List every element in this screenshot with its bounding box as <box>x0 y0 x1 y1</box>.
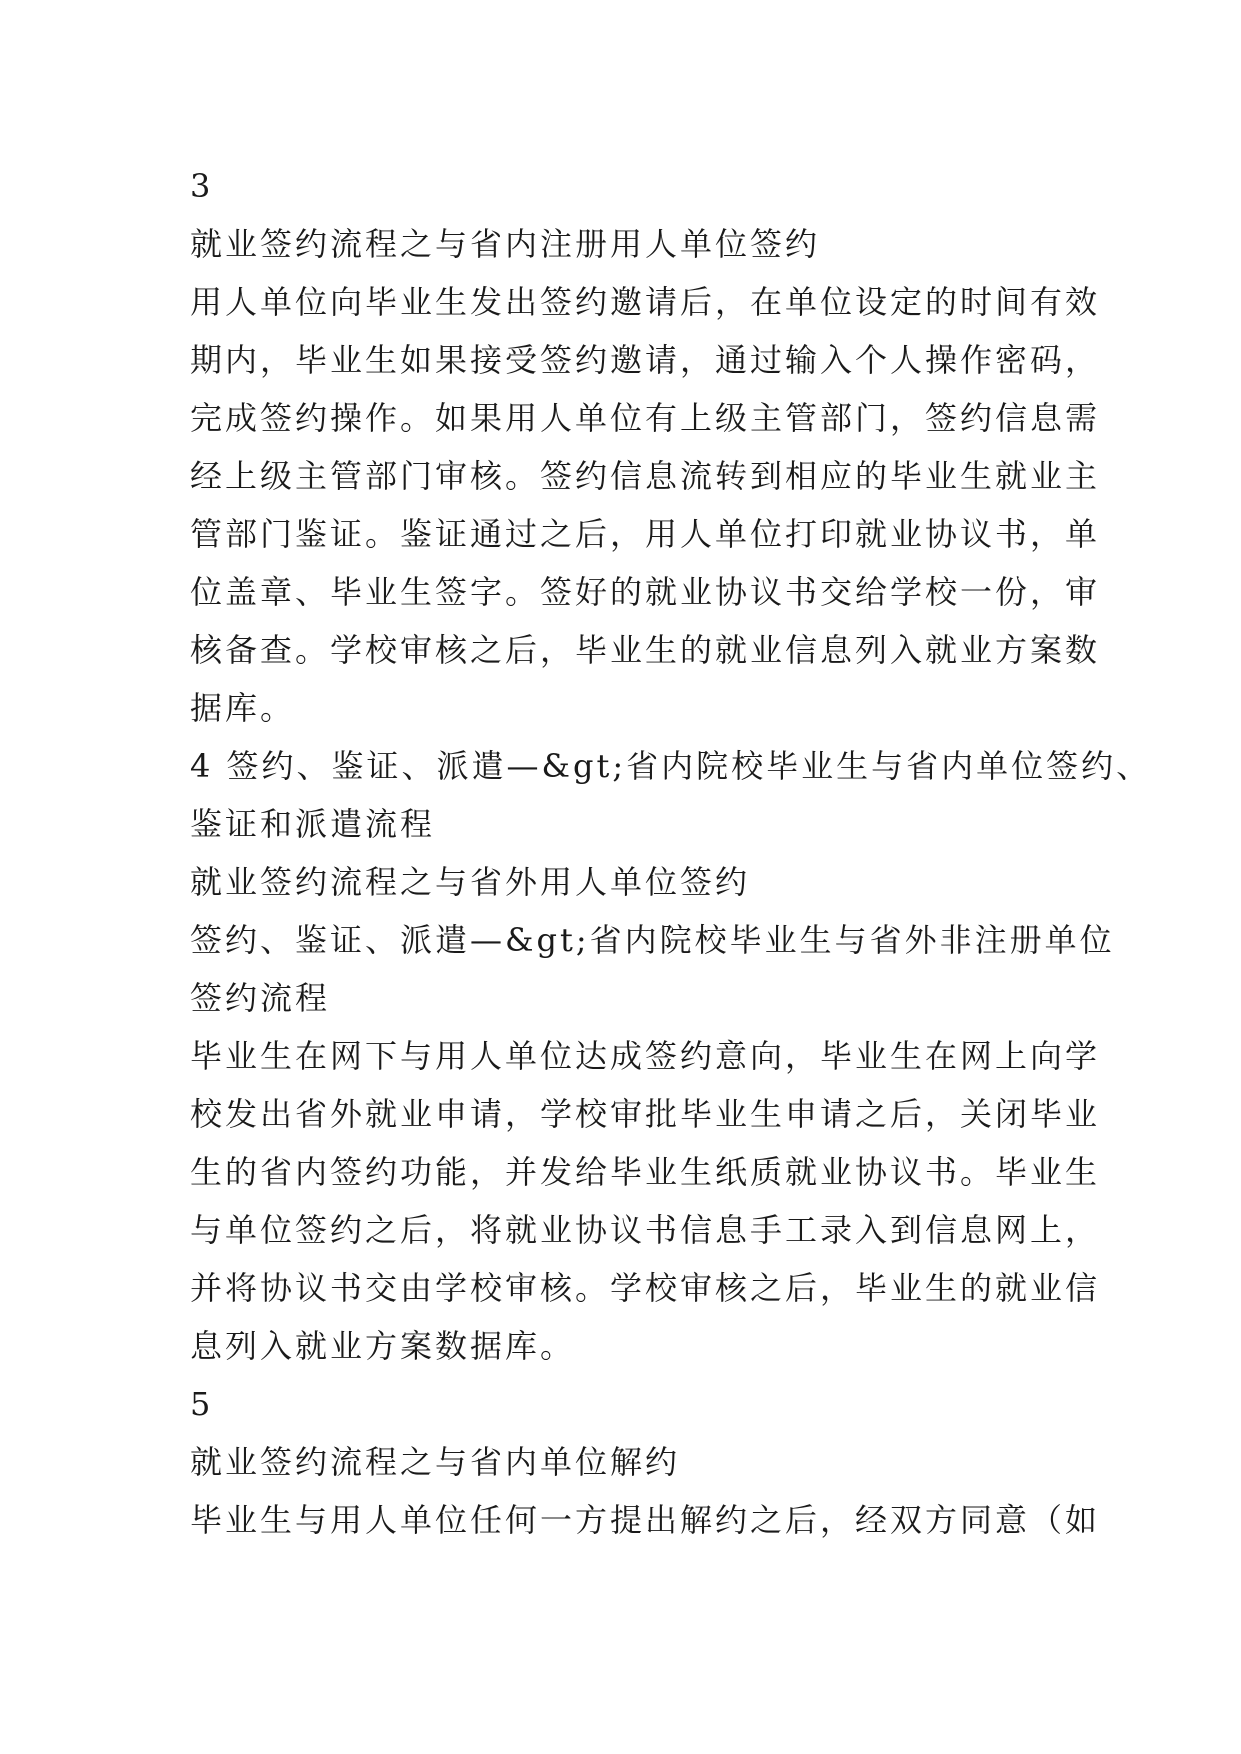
paragraph-line: 完成签约操作。如果用人单位有上级主管部门，签约信息需 <box>190 399 1101 437</box>
paragraph-line: 经上级主管部门审核。签约信息流转到相应的毕业生就业主 <box>190 457 1101 495</box>
paragraph-line: 用人单位向毕业生发出签约邀请后，在单位设定的时间有效 <box>190 283 1101 321</box>
paragraph-line: 并将协议书交由学校审核。学校审核之后，毕业生的就业信 <box>190 1269 1101 1307</box>
paragraph-line: 毕业生与用人单位任何一方提出解约之后，经双方同意（如 <box>190 1501 1101 1539</box>
heading-out-of-province-signing: 就业签约流程之与省外用人单位签约 <box>190 863 751 901</box>
paragraph-line: 位盖章、毕业生签字。签好的就业协议书交给学校一份，审 <box>190 573 1101 611</box>
section-number-3: 3 <box>190 167 211 205</box>
paragraph-line: 据库。 <box>190 689 296 727</box>
subheading-line: 签约、鉴证、派遣—&gt;省内院校毕业生与省外非注册单位 <box>190 921 1115 959</box>
section-4-line: 鉴证和派遣流程 <box>190 805 436 843</box>
paragraph-line: 息列入就业方案数据库。 <box>190 1327 576 1365</box>
paragraph-line: 生的省内签约功能，并发给毕业生纸质就业协议书。毕业生 <box>190 1153 1101 1191</box>
paragraph-line: 期内，毕业生如果接受签约邀请，通过输入个人操作密码， <box>190 341 1101 379</box>
heading-in-province-termination: 就业签约流程之与省内单位解约 <box>190 1443 681 1481</box>
heading-register-unit-signing: 就业签约流程之与省内注册用人单位签约 <box>190 225 821 263</box>
paragraph-line: 管部门鉴证。鉴证通过之后，用人单位打印就业协议书，单 <box>190 515 1101 553</box>
paragraph-line: 与单位签约之后，将就业协议书信息手工录入到信息网上， <box>190 1211 1101 1249</box>
paragraph-line: 校发出省外就业申请，学校审批毕业生申请之后，关闭毕业 <box>190 1095 1101 1133</box>
subheading-line: 签约流程 <box>190 979 331 1017</box>
section-number-5: 5 <box>190 1385 211 1423</box>
section-4-line: 4 签约、鉴证、派遣—&gt;省内院校毕业生与省内单位签约、 <box>190 747 1152 785</box>
paragraph-line: 核备查。学校审核之后，毕业生的就业信息列入就业方案数 <box>190 631 1101 669</box>
paragraph-line: 毕业生在网下与用人单位达成签约意向，毕业生在网上向学 <box>190 1037 1101 1075</box>
